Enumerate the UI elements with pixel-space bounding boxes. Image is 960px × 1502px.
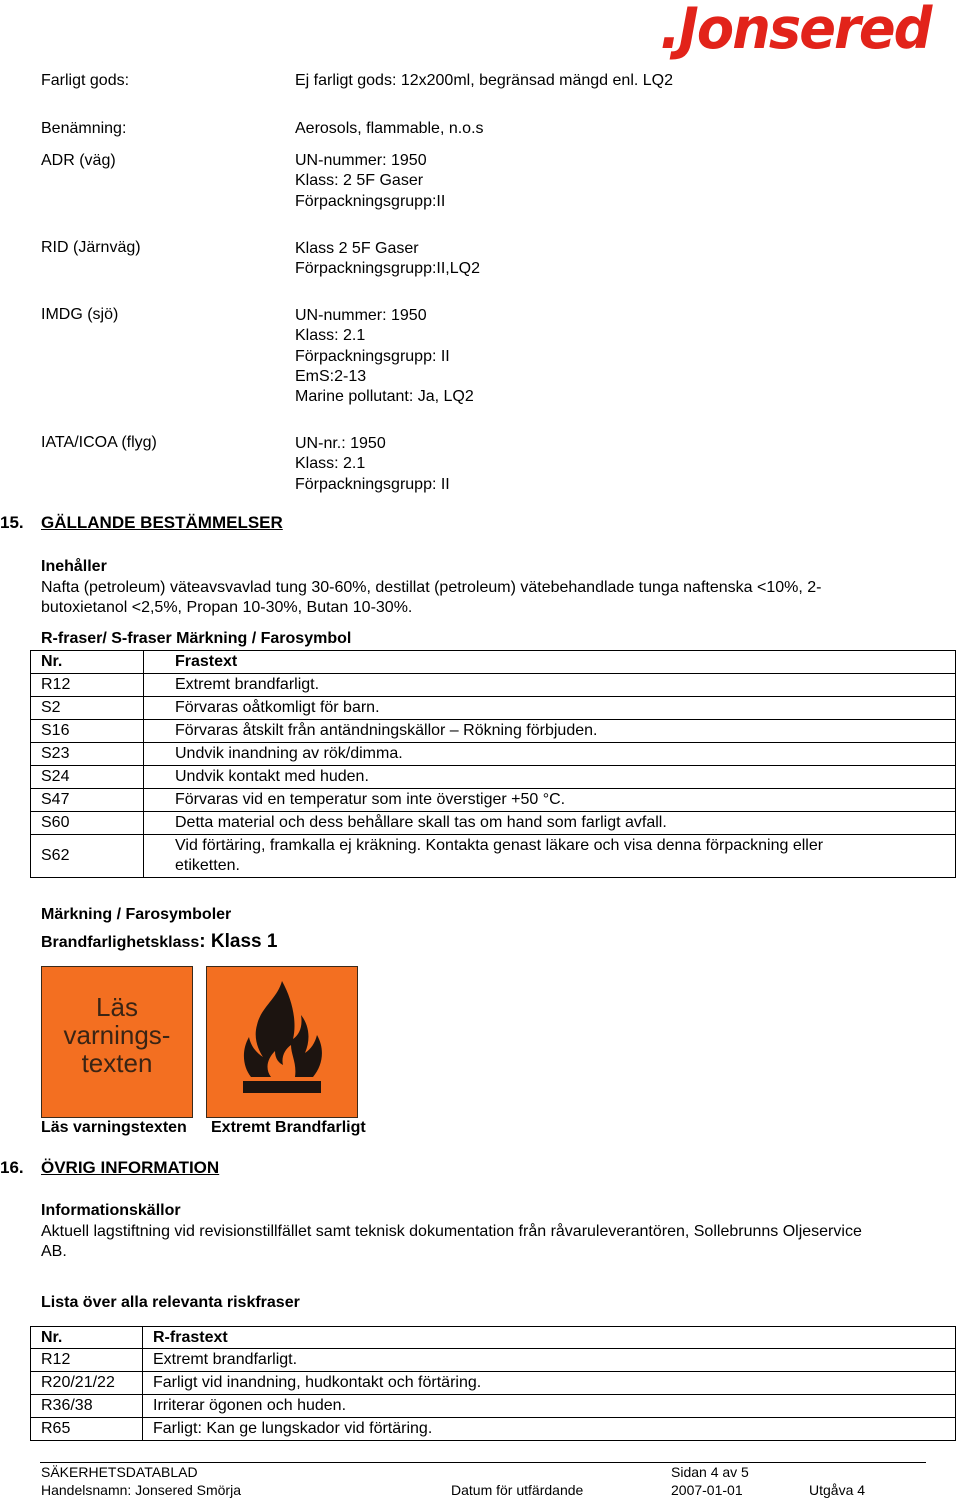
phrase-nr: S62 (31, 835, 144, 878)
phrase-text (144, 835, 956, 878)
phrase-text-line: etiketten. (175, 857, 240, 874)
footer-edition: Utgåva 4 (809, 1482, 866, 1498)
table-row (31, 1372, 956, 1395)
header-nr: Nr. (31, 651, 144, 674)
imdg-line: Förpackningsgrupp: II (295, 347, 450, 365)
risk-phrases-table (30, 1326, 956, 1441)
footer-trade-name: Handelsnamn: Jonsered Smörja (41, 1482, 241, 1498)
symbol-caption-read-warning: Läs varningstexten (41, 1119, 187, 1136)
phrase-text-line: Vid förtäring, framkalla ej kräkning. Kontakta genast läkare och visa denna förpackning eller (175, 837, 824, 854)
phrases-table (30, 650, 956, 878)
adr-line: Klass: 2 5F Gaser (295, 172, 424, 190)
marking-heading: Märkning / Farosymboler (41, 906, 232, 923)
phrase-nr: S24 (31, 766, 144, 789)
flame-icon (207, 967, 357, 1117)
phrase-nr: S2 (31, 697, 144, 720)
adr-line: UN-nummer: 1950 (295, 152, 427, 169)
table-row (31, 835, 956, 878)
table-header-row (31, 651, 956, 674)
contains-line: Nafta (petroleum) väteavsvavlad tung 30-60%, destillat (petroleum) vätebehandlade tunga naftenska <10%, 2- (41, 579, 822, 596)
footer-date: 2007-01-01 (671, 1482, 743, 1498)
class-label: Brandfarlighetsklass (41, 934, 200, 951)
rid-line: Klass 2 5F Gaser (295, 240, 419, 257)
section-16-number: 16. (0, 1158, 24, 1177)
iata-values (295, 434, 450, 495)
phrase-text: Förvaras vid en temperatur som inte överstiger +50 °C. (144, 789, 956, 812)
imdg-line: Klass: 2.1 (295, 327, 366, 345)
phrase-text: Extremt brandfarligt. (144, 674, 956, 697)
risk-nr: R36/38 (31, 1395, 143, 1418)
risk-nr: R12 (31, 1349, 143, 1372)
section-15-title: GÄLLANDE BESTÄMMELSER (41, 513, 283, 532)
phrase-nr: R12 (31, 674, 144, 697)
footer-page: Sidan 4 av 5 (671, 1464, 749, 1480)
table-row (31, 789, 956, 812)
adr-line: Förpackningsgrupp:II (295, 192, 446, 210)
flammability-class (41, 931, 277, 953)
iata-line: Klass: 2.1 (295, 455, 366, 473)
phrases-table-heading: R-fraser/ S-fraser Märkning / Farosymbol (41, 630, 352, 647)
risk-phrases-heading: Lista över alla relevanta riskfraser (41, 1294, 300, 1311)
risk-text: Farligt: Kan ge lungskador vid förtäring. (143, 1418, 956, 1441)
adr-values (295, 151, 445, 212)
farligt-gods-label: Farligt gods: (41, 72, 130, 89)
sources-line: Aktuell lagstiftning vid revisionstillfället samt teknisk dokumentation från råvaruleverantören, Sollebrunns Oljeservice (41, 1223, 862, 1240)
risk-text: Extremt brandfarligt. (143, 1349, 956, 1372)
section-16-title: ÖVRIG INFORMATION (41, 1158, 220, 1177)
rid-line: Förpackningsgrupp:II,LQ2 (295, 260, 480, 278)
phrase-text: Förvaras oåtkomligt för barn. (144, 697, 956, 720)
phrase-nr: S16 (31, 720, 144, 743)
sources-line: AB. (41, 1243, 67, 1260)
table-header-row (31, 1327, 956, 1349)
risk-text: Farligt vid inandning, hudkontakt och förtäring. (143, 1372, 956, 1395)
table-row (31, 674, 956, 697)
phrase-text: Undvik kontakt med huden. (144, 766, 956, 789)
imdg-line: Marine pollutant: Ja, LQ2 (295, 388, 474, 406)
symbol-caption-flammable: Extremt Brandfarligt (211, 1119, 366, 1136)
section-15-number: 15. (0, 513, 24, 532)
risk-nr: R20/21/22 (31, 1372, 143, 1395)
symbol-text-line: varnings- (63, 1020, 171, 1050)
class-value: : Klass 1 (199, 931, 278, 952)
phrase-nr: S47 (31, 789, 144, 812)
iata-label: IATA/ICOA (flyg) (41, 434, 157, 451)
phrase-text: Förvaras åtskilt från antändningskällor – Rökning förbjuden. (144, 720, 956, 743)
adr-label: ADR (väg) (41, 152, 116, 169)
table-row (31, 1418, 956, 1441)
imdg-label: IMDG (sjö) (41, 306, 119, 323)
imdg-line: UN-nummer: 1950 (295, 307, 427, 324)
read-warning-symbol-text (42, 993, 192, 1077)
phrase-nr: S60 (31, 812, 144, 835)
table-row (31, 1349, 956, 1372)
rid-values (295, 239, 480, 280)
table-row (31, 697, 956, 720)
header-r-frastext: R-frastext (143, 1327, 956, 1349)
table-row (31, 1395, 956, 1418)
benamning-label: Benämning: (41, 120, 127, 137)
footer-doc-type: SÄKERHETSDATABLAD (41, 1464, 198, 1480)
phrase-text: Detta material och dess behållare skall tas om hand som farligt avfall. (144, 812, 956, 835)
iata-line: Förpackningsgrupp: II (295, 475, 450, 493)
table-row (31, 743, 956, 766)
contains-line: butoxietanol <2,5%, Propan 10-30%, Butan 10-30%. (41, 599, 413, 616)
phrase-nr: S23 (31, 743, 144, 766)
benamning-value: Aerosols, flammable, n.o.s (295, 120, 484, 137)
risk-nr: R65 (31, 1418, 143, 1441)
footer-date-label: Datum för utfärdande (451, 1482, 584, 1498)
header-frastext: Frastext (144, 651, 956, 674)
contains-heading: Inehåller (41, 558, 107, 575)
rid-label: RID (Järnväg) (41, 239, 141, 256)
table-row (31, 812, 956, 835)
table-row (31, 720, 956, 743)
risk-text: Irriterar ögonen och huden. (143, 1395, 956, 1418)
iata-line: UN-nr.: 1950 (295, 435, 386, 452)
sources-heading: Informationskällor (41, 1202, 181, 1219)
read-warning-symbol (41, 966, 193, 1118)
jonsered-logo: .Jonsered (660, 0, 931, 62)
farligt-gods-value: Ej farligt gods: 12x200ml, begränsad mängd enl. LQ2 (295, 72, 674, 89)
imdg-line: EmS:2-13 (295, 367, 367, 385)
phrase-text: Undvik inandning av rök/dimma. (144, 743, 956, 766)
symbol-text-line: Läs (96, 992, 138, 1022)
symbol-text-line: texten (81, 1048, 153, 1078)
flame-symbol (206, 966, 358, 1118)
imdg-values (295, 306, 474, 407)
table-row (31, 766, 956, 789)
header-nr: Nr. (31, 1327, 143, 1349)
footer-divider (40, 1462, 926, 1463)
